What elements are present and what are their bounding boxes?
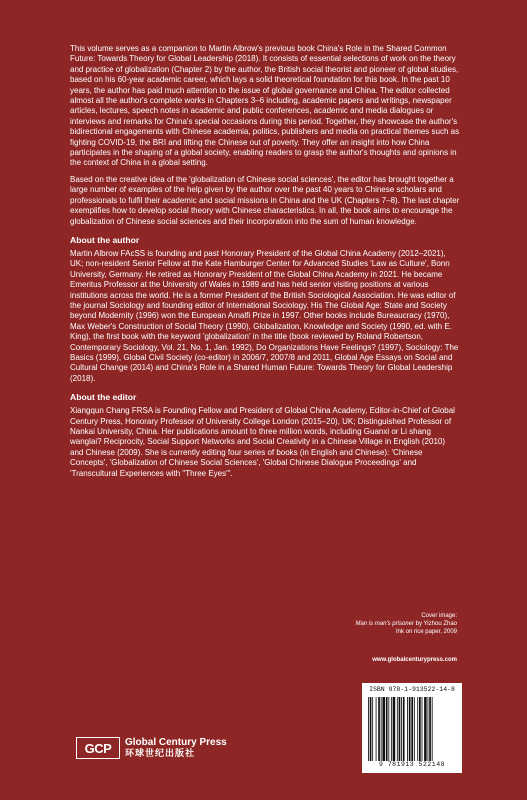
about-author-heading: About the author [70,234,140,245]
isbn-label: ISBN 978-1-913522-14-8 [369,686,455,693]
intro-paragraph-2: Based on the creative idea of the 'globalization of Chinese social sciences', the editor has brought together a large number of examples of the help given by the author over the past 40 years to Chinese scholars and professionals to fulfil their academic and social missions in China and the UK (Chapters 7–8). The last chapter exemplifies how to develop social theory with Chinese characteristics. In all, the book aims to encourage the globalization of Chinese social sciences and their incorporation into the sum of human knowledge. [70,174,460,226]
about-editor-text: Xiangqun Chang FRSA is Founding Fellow and President of Global China Academy, Editor-in-Chief of Global Century Press, Honorary Professor of University College London (2015–20), UK; Distinguished Professor of Nankai University, China. Her publications amount to three million words, including Guanxi or Li shang wanglai? Reciprocity, Social Support Networks and Social Creativity in a Chinese Village in English (2010) and Chinese (2009). She is currently editing four series of books (in English and Chinese): 'Chinese Concepts', 'Globalization of Chinese Social Sciences', 'Global Chinese Dialogue Proceedings' and 'Transcultural Experiences with "Three Eyes"'. [70,406,455,478]
about-author-text: Martin Albrow FAcSS is founding and past Honorary President of the Global China Academy (2012–2021), UK; non-resident Senior Fellow at the Kate Hamburger Center for Advanced Studies 'Law as Culture', Bonn University, Germany. He retired as Honorary President of the Global China Academy in 2021. He became Emeritus Professor at the University of Wales in 1989 and has held senior visiting positions at various institutions across the world. He is a former President of the British Sociological Association. He was editor of the journal Sociology and founding editor of International Sociology. His The Global Age: State and Society beyond Modernity (1996) won the European Amalfi Prize in 1997. Other books include Bureaucracy (1970), Max Weber's Construction of Social Theory (1990), Globalization, Knowledge and Society (1990, ed. with E. King), the first book with the keyword 'globalization' in the title (book reviewed by Roland Robertson, Contemporary Sociology, Vol. 21, No. 1, Jan. 1992), Do Organizations Have Feelings? (1997), Sociology: The Basics (1999), Global Civil Society (co-editor) in 2006/7, 2007/8 and 2011, Global Age Essays on Social and Cultural Change (2014) and China's Role in a Shared Human Future: Towards Theory for Global Leadership (2018). [70,248,459,383]
barcode-bars [368,697,456,761]
cover-image-medium: Ink on rice paper, 2009 [395,629,457,635]
cover-image-artist: by Yizhou Zhao [413,621,457,627]
cover-image-title: Man is man's prisoner [355,621,414,627]
publisher-text [125,737,227,759]
intro-paragraph-1: This volume serves as a companion to Martin Albrow's previous book China's Role in the Shared Common Future: Towards Theory for Global Leadership (2018). It consists of essential selections of work on the theory and practice of globalization (Chapter 2) by the author, the British social theorist and pioneer of global studies, based on his 60-year academic career, which lays a solid theoretical foundation for this book. In the past 10 years, the author has paid much attention to the issue of global governance and China. The editor collected almost all the author's complete works in Chapters 3–6 including, academic papers and writings, newspaper articles, lectures, speech notes in academic and public conferences, academic and media dialogues or interviews and remarks for China's special occasions during this period. Together, they showcase the author's bidirectional engagements with Chinese academia, politics, publishers and media on practical themes such as fighting COVID-19, the BRI and lifting the Chinese out of poverty. They offer an insight into how China participates in the shaping of a global society, enabling readers to grasp the author's thoughts and opinions in the context of China in a global setting. [70,44,460,168]
cover-image-label: Cover image: [421,613,457,619]
cover-image-credit [355,612,457,636]
text-column [70,44,460,485]
about-editor-heading: About the editor [70,392,137,403]
publisher-name-cn: 环球世纪出版社 [125,748,196,758]
publisher-logo [76,737,227,759]
gcp-logo-icon: GCP [76,737,120,759]
barcode-digits: 9 781913 522148 [378,761,445,768]
publisher-name: Global Century Press [125,737,227,748]
cover-image-title-line [355,620,457,628]
publisher-website: www.globalcenturypress.com [372,657,457,663]
barcode [362,683,462,773]
